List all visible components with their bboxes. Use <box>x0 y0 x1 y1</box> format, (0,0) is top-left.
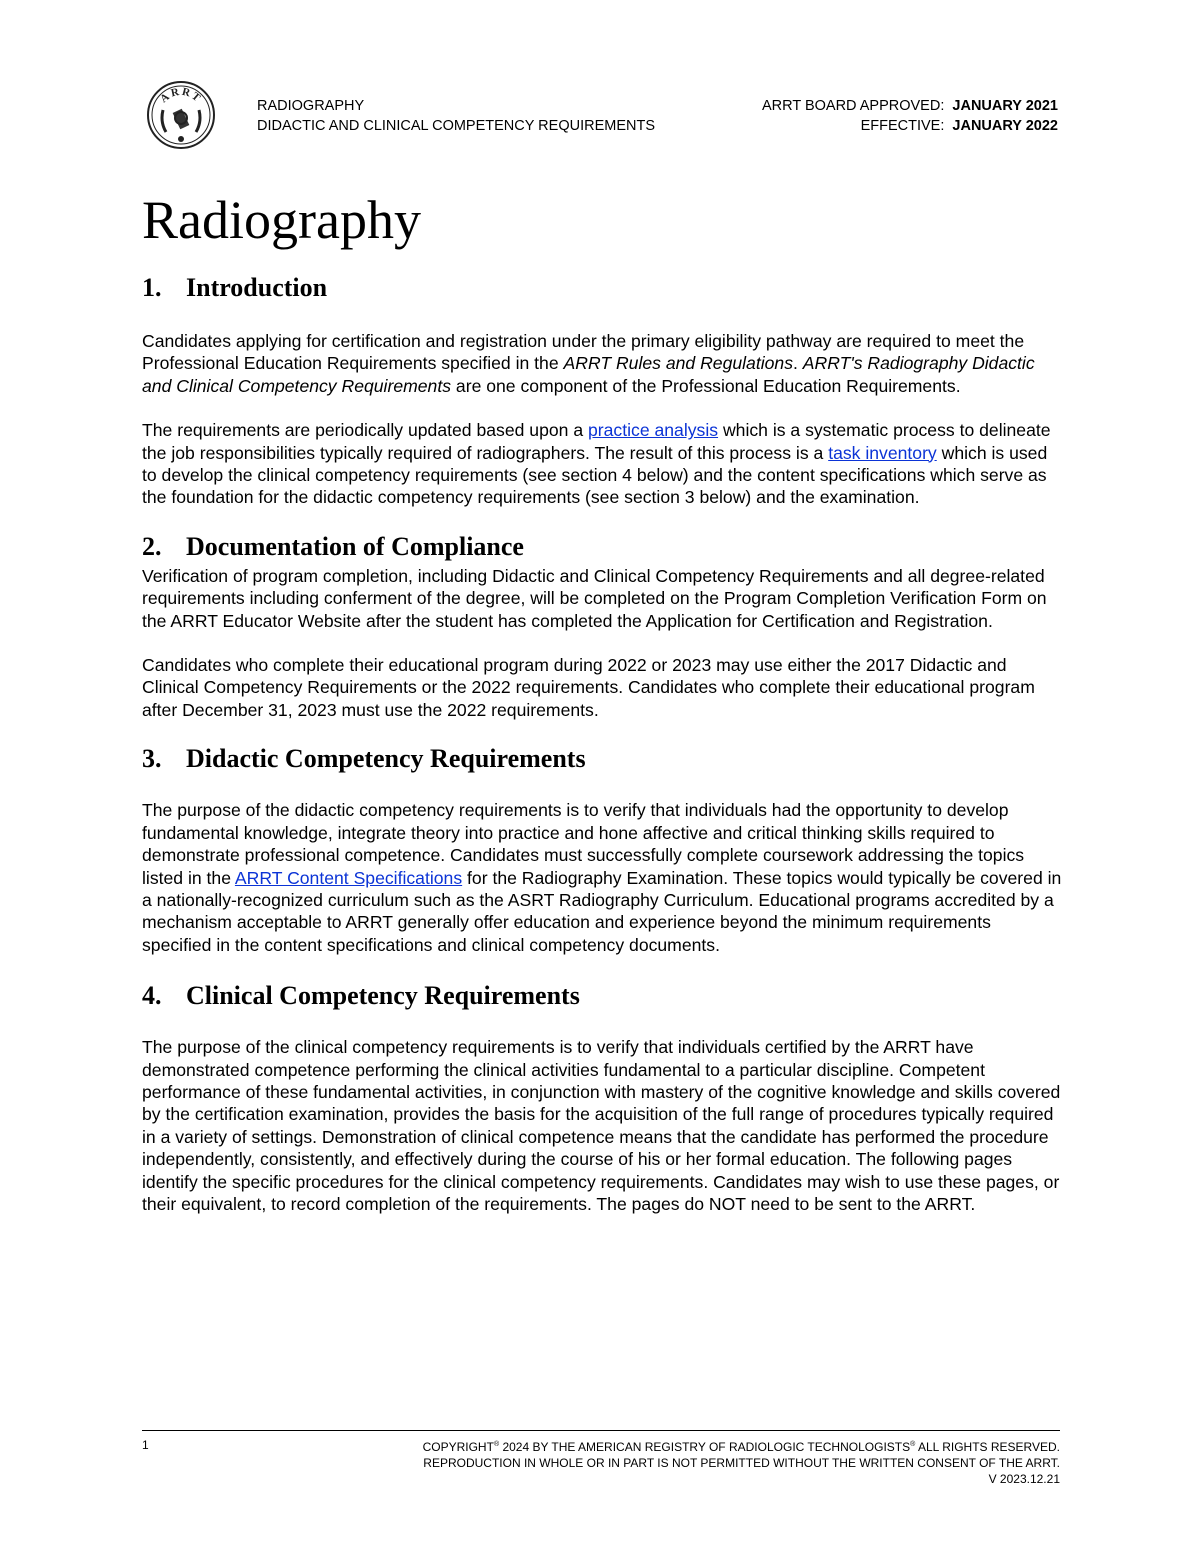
text-run: 2024 BY THE AMERICAN REGISTRY OF RADIOLOGIC TECHNOLOGISTS <box>499 1440 911 1454</box>
text-run: which is used to develop the clinical competency requirements (see section 4 below) and the content specifications which serve as the foundation for the didactic competency requirements (see section 3 below) and the examination. <box>142 442 1048 508</box>
logo-lettering: ARRT <box>158 85 205 106</box>
effective-date: JANUARY 2022 <box>952 118 1058 134</box>
rules-regulations-title: ARRT Rules and Regulations <box>563 353 794 374</box>
text-run: for the Radiography Examination. These topics would typically be covered in a nationally-recognized curriculum such as the ASRT Radiography Curriculum. Educational programs accredited by a mechanism acceptable to ARRT generally offer education and experience beyond the minimum requirements specified in the content specifications and clinical competency documents. <box>142 867 1062 955</box>
header-approved-line <box>762 96 1058 116</box>
section-2-paragraph-1: Verification of program completion, including Didactic and Clinical Competency Requirements and all degree-related requirements including conferment of the degree, will be completed on the Program Completion Verification Form on the ARRT Educator Website after the student has completed the Application for Certification and Registration. <box>142 565 1047 631</box>
section-title: Clinical Competency Requirements <box>186 981 580 1011</box>
section-title: Didactic Competency Requirements <box>186 744 586 774</box>
header-left <box>257 96 655 136</box>
text-run: The requirements are periodically updated based upon a <box>142 420 588 441</box>
reproduction-notice: REPRODUCTION IN WHOLE OR IN PART IS NOT PERMITTED WITHOUT THE WRITTEN CONSENT OF THE ARRT. <box>423 1456 1060 1470</box>
page-title: Radiography <box>142 190 421 250</box>
section-title: Introduction <box>186 273 328 302</box>
section-2-paragraph-2: Candidates who complete their educational program during 2022 or 2023 may use either the 2017 Didactic and Clinical Competency Requirements or the 2022 requirements. Candidates who complete their educational program after December 31, 2023 must use the 2022 requirements. <box>142 655 1035 720</box>
document-body <box>142 268 1062 1215</box>
section-3-heading <box>142 743 1062 775</box>
text-run: COPYRIGHT <box>422 1440 494 1454</box>
section-1-paragraph-2 <box>142 419 1062 509</box>
text-run: which is a systematic process to delineate the job responsibilities typically required of radiographers. The result of this process is a <box>142 420 1051 463</box>
section-2-heading <box>142 531 1062 563</box>
copyright-line <box>423 1437 1060 1455</box>
section-4-heading <box>142 980 1062 1012</box>
requirements-title: ARRT's Radiography Didactic and Clinical Competency Requirements <box>142 353 1035 396</box>
content-specifications-link[interactable]: ARRT Content Specifications <box>234 867 463 888</box>
footer-copyright <box>423 1437 1060 1487</box>
registered-mark: ® <box>910 1441 916 1448</box>
text-run: Candidates applying for certification and registration under the primary eligibility pathway are required to meet the Professional Education Requirements specified in the <box>142 331 1025 374</box>
section-1-paragraph-1 <box>142 330 1062 397</box>
task-inventory-link[interactable]: task inventory <box>828 442 937 463</box>
footer-divider <box>142 1430 1060 1431</box>
version-label: V 2023.12.21 <box>988 1472 1060 1486</box>
section-number: 1. <box>142 273 162 302</box>
text-run: . <box>793 353 803 374</box>
approved-date: JANUARY 2021 <box>952 98 1058 114</box>
section-3-paragraph-1 <box>142 799 1062 956</box>
text-run: are one component of the Professional Education Requirements. <box>451 375 961 396</box>
section-1-heading <box>142 272 1062 304</box>
header-right <box>762 96 1058 136</box>
section-number: 3. <box>142 744 162 774</box>
text-run: The purpose of the didactic competency requirements is to verify that individuals had the opportunity to develop fundamental knowledge, integrate theory into practice and hone affective and critical thinking skills required to demonstrate professional competence. Candidates must successfully complete coursework addressing the topics listed in the <box>142 800 1025 888</box>
svg-text:ARRT <box>158 86 204 106</box>
practice-analysis-link[interactable]: practice analysis <box>588 420 719 441</box>
registered-mark: ® <box>493 1441 500 1448</box>
section-number: 4. <box>142 981 162 1011</box>
text-run: ALL RIGHTS RESERVED. <box>915 1440 1060 1454</box>
page-number: 1 <box>142 1438 149 1452</box>
header-discipline: RADIOGRAPHY <box>257 98 365 114</box>
approved-label: ARRT BOARD APPROVED: <box>761 98 945 114</box>
section-4-paragraph-1: The purpose of the clinical competency requirements is to verify that individuals certified by the ARRT have demonstrated competence performing the clinical activities fundamental to a particular discipline. Competent performance of these fundamental activities, in conjunction with mastery of the cognitive knowledge and skills covered by the certification examination, provides the basis for the acquisition of the full range of procedures typically required in a variety of settings. Demonstration of clinical competence means that the candidate has performed the procedure independently, consistently, and effectively during the course of his or her formal education. The following pages identify the specific procedures for the clinical competency requirements. Candidates may wish to use these pages, or their equivalent, to record completion of the requirements. The pages do NOT need to be sent to the ARRT. <box>142 1037 1061 1214</box>
section-number: 2. <box>142 531 162 561</box>
header-document-name: DIDACTIC AND CLINICAL COMPETENCY REQUIREMENTS <box>257 118 655 134</box>
arrt-seal-logo <box>146 80 216 150</box>
section-title: Documentation of Compliance <box>186 531 524 561</box>
effective-label: EFFECTIVE: <box>860 118 945 134</box>
header-effective-line <box>762 116 1058 136</box>
